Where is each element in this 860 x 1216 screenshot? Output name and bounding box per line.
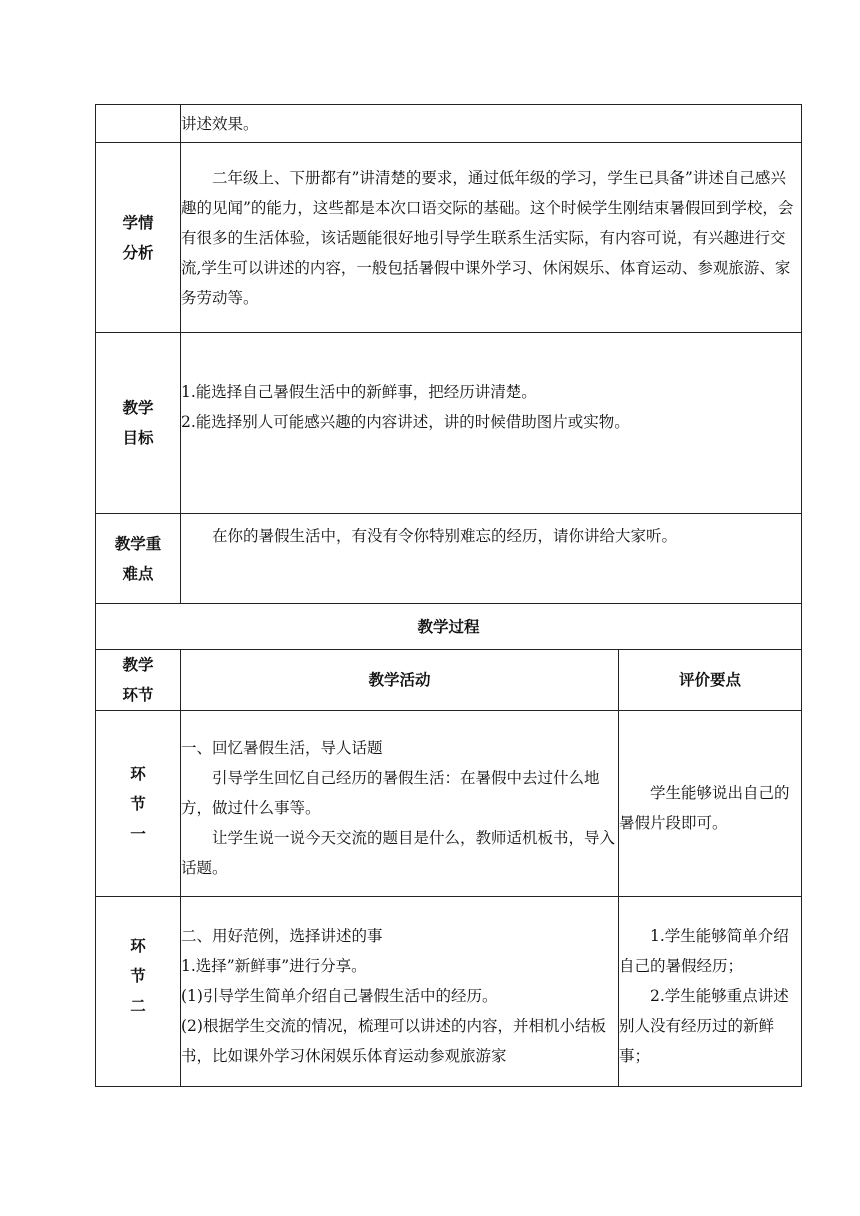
evaluation-line: 学生能够说出自己的暑假片段即可。 <box>619 783 790 832</box>
empty-label-cell <box>96 105 181 143</box>
key-points-cell <box>181 514 802 604</box>
activity-line: 引导学生回忆自己经历的暑假生活：在暑假中去过什么地方，做过什么事等。 <box>181 768 600 817</box>
process-title-row <box>96 604 802 650</box>
label-line: 教学重 <box>114 534 162 553</box>
stage-label-char: 节 <box>130 794 146 813</box>
label-line: 教学 <box>122 399 154 417</box>
stage-evaluation-cell <box>619 711 802 897</box>
activity-line: (1)引导学生简单介绍自己暑假生活中的经历。 <box>181 986 498 1005</box>
stage-label-char: 节 <box>130 967 146 985</box>
key-points-text: 在你的暑假生活中，有没有令你特别难忘的经历，请你讲给大家听。 <box>212 527 678 545</box>
process-header-row <box>96 650 802 711</box>
evaluation-line: 1.学生能够简单介绍自己的暑假经历； <box>619 926 789 975</box>
continuation-row <box>96 105 802 143</box>
stage-label <box>96 711 181 897</box>
header-line: 教学 <box>122 656 154 674</box>
activity-line: 二、用好范例，选择讲述的事 <box>181 926 383 945</box>
student-analysis-label <box>96 143 181 333</box>
evaluation-header: 评价要点 <box>619 650 802 711</box>
teaching-goals-cell <box>181 333 802 514</box>
stage-row <box>96 897 802 1087</box>
student-analysis-text-cell <box>181 143 802 333</box>
stage-header <box>96 650 181 711</box>
goal-item: 2.能选择别人可能感兴趣的内容讲述，讲的时候借助图片或实物。 <box>181 413 630 431</box>
label-line: 分析 <box>122 243 154 262</box>
key-points-label <box>96 514 181 604</box>
continuation-text: 讲述效果。 <box>181 105 802 143</box>
stage-label-char: 二 <box>130 997 146 1015</box>
student-analysis-text: 二年级上、下册都有”讲清楚的要求，通过低年级的学习，学生已具备”讲述自己感兴趣的见闻”的能力，这些都是本次口语交际的基础。这个时候学生刚结束暑假回到学校，会有很多的生活体验，该话题能很好地引导学生联系生活实际，有内容可说，有兴趣进行交流,学生可以讲述的内容，一般包括暑假中课外学习、休闲娱乐、体育运动、参观旅游、家务劳动等。 <box>181 168 794 307</box>
process-title: 教学过程 <box>96 604 802 650</box>
activity-header: 教学活动 <box>181 650 619 711</box>
stage-label-char: 环 <box>130 937 146 955</box>
evaluation-line: 2.学生能够重点讲述别人没有经历过的新鲜事； <box>619 986 789 1065</box>
teaching-goals-row <box>96 333 802 514</box>
stage-row <box>96 711 802 897</box>
activity-line: 让学生说一说今天交流的题目是什么，教师适机板书，导入话题。 <box>181 828 616 877</box>
stage-evaluation-cell <box>619 897 802 1087</box>
student-analysis-row <box>96 143 802 333</box>
activity-line: (2)根据学生交流的情况，梳理可以讲述的内容，并相机小结板书，比如课外学习休闲娱乐体育运动参观旅游家 <box>181 1016 606 1065</box>
label-line: 学情 <box>122 213 154 232</box>
lesson-plan-table <box>95 104 802 1087</box>
stage-label-char: 一 <box>130 824 146 843</box>
key-points-row <box>96 514 802 604</box>
teaching-goals-label <box>96 333 181 514</box>
activity-line: 一、回忆暑假生活，导人话题 <box>181 738 383 757</box>
goal-item: 1.能选择自己暑假生活中的新鲜事，把经历讲清楚。 <box>181 383 537 401</box>
stage-label <box>96 897 181 1087</box>
stage-activity-cell <box>181 897 619 1087</box>
stage-label-char: 环 <box>130 764 146 783</box>
label-line: 目标 <box>122 429 154 447</box>
activity-line: 1.选择”新鲜事”进行分享。 <box>181 956 367 975</box>
stage-activity-cell <box>181 711 619 897</box>
header-line: 环节 <box>122 686 154 704</box>
label-line: 难点 <box>122 564 154 583</box>
